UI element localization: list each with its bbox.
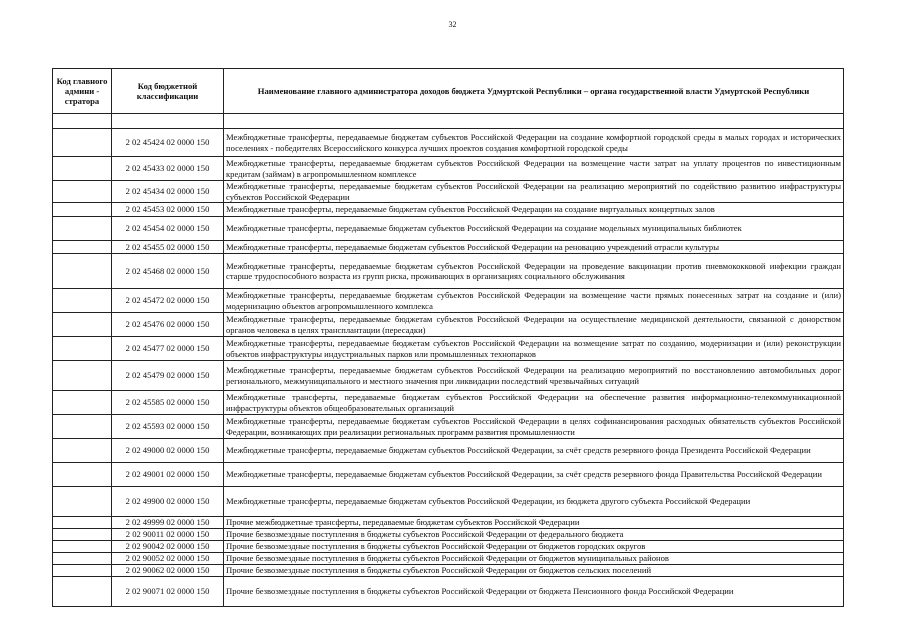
page-number: 32 [448,20,457,29]
description-cell: Прочие безвозмездные поступления в бюджеты субъектов Российской Федерации от бюджетов муниципальных районов [224,553,844,565]
header-name: Наименование главного администратора доходов бюджета Удмуртской Республики – органа государственной власти Удмуртской Республики [224,69,844,114]
budget-code-cell [112,114,224,129]
table-row [53,577,844,607]
budget-code-cell: 2 02 90042 02 0000 150 [112,541,224,553]
description-cell: Межбюджетные трансферты, передаваемые бюджетам субъектов Российской Федерации на осуществление медицинской деятельности, связанной с донорством органов человека в целях трансплантации (пересадки) [224,313,844,337]
description-cell: Межбюджетные трансферты, передаваемые бюджетам субъектов Российской Федерации на создание модельных муниципальных библиотек [224,217,844,241]
table-row [53,289,844,313]
description-cell: Прочие безвозмездные поступления в бюджеты субъектов Российской Федерации от бюджетов городских округов [224,541,844,553]
description-cell: Межбюджетные трансферты, передаваемые бюджетам субъектов Российской Федерации на создание виртуальных концертных залов [224,203,844,217]
budget-code-cell: 2 02 45433 02 0000 150 [112,157,224,181]
description-cell: Межбюджетные трансферты, передаваемые бюджетам субъектов Российской Федерации в целях софинансирования расходных обязательств субъектов Российской Федерации, возникающих при реализации региональных программ развития промышленности [224,415,844,439]
budget-code-cell: 2 02 45434 02 0000 150 [112,181,224,203]
table-row [53,415,844,439]
budget-code-cell: 2 02 49000 02 0000 150 [112,439,224,463]
budget-code-cell: 2 02 49900 02 0000 150 [112,487,224,517]
table-row [53,529,844,541]
admin-code-cell [53,529,112,541]
table-row [53,337,844,361]
admin-code-cell [53,439,112,463]
admin-code-cell [53,361,112,391]
table-row [53,439,844,463]
table-row [53,241,844,254]
description-cell: Прочие межбюджетные трансферты, передаваемые бюджетам субъектов Российской Федерации [224,517,844,529]
admin-code-cell [53,553,112,565]
description-cell: Межбюджетные трансферты, передаваемые бюджетам субъектов Российской Федерации на реализацию мероприятий по восстановлению автомобильных дорог регионального, межмуниципального и местного значения при ликвидации последствий чрезвычайных ситуаций [224,361,844,391]
description-cell: Межбюджетные трансферты, передаваемые бюджетам субъектов Российской Федерации на возмещение части прямых понесенных затрат на создание и (или) модернизацию объектов агропромышленного комплекса [224,289,844,313]
budget-code-cell: 2 02 45472 02 0000 150 [112,289,224,313]
budget-code-cell: 2 02 90071 02 0000 150 [112,577,224,607]
header-budget-code: Код бюджетной классификации [112,69,224,114]
table-row [53,541,844,553]
admin-code-cell [53,254,112,289]
budget-code-cell: 2 02 49999 02 0000 150 [112,517,224,529]
description-cell [224,114,844,129]
budget-code-cell: 2 02 49001 02 0000 150 [112,463,224,487]
admin-code-cell [53,217,112,241]
table-row [53,313,844,337]
admin-code-cell [53,463,112,487]
admin-code-cell [53,391,112,415]
description-cell: Межбюджетные трансферты, передаваемые бюджетам субъектов Российской Федерации на реновацию учреждений отрасли культуры [224,241,844,254]
admin-code-cell [53,415,112,439]
table-row [53,254,844,289]
table-row [53,517,844,529]
table-row [53,487,844,517]
admin-code-cell [53,129,112,157]
description-cell: Межбюджетные трансферты, передаваемые бюджетам субъектов Российской Федерации на создание комфортной городской среды в малых городах и исторических поселениях - победителях Всероссийского конкурса лучших проектов создания комфортной городской среды [224,129,844,157]
description-cell: Межбюджетные трансферты, передаваемые бюджетам субъектов Российской Федерации, за счёт средств резервного фонда Правительства Российской Федерации [224,463,844,487]
description-cell: Межбюджетные трансферты, передаваемые бюджетам субъектов Российской Федерации на реализацию мероприятий по содействию развитию инфраструктуры субъектов Российской Федерации [224,181,844,203]
admin-code-cell [53,517,112,529]
budget-code-cell: 2 02 45585 02 0000 150 [112,391,224,415]
table-body [53,114,844,607]
table-row [53,565,844,577]
description-cell: Межбюджетные трансферты, передаваемые бюджетам субъектов Российской Федерации на возмещение части затрат на уплату процентов по инвестиционным кредитам (займам) в агропромышленном комплексе [224,157,844,181]
budget-code-cell: 2 02 45455 02 0000 150 [112,241,224,254]
revenue-codes-table [52,68,844,607]
table-row [53,217,844,241]
admin-code-cell [53,203,112,217]
header-admin-code: Код главного админи - стратора [53,69,112,114]
table-row [53,361,844,391]
description-cell: Прочие безвозмездные поступления в бюджеты субъектов Российской Федерации от федерального бюджета [224,529,844,541]
table-row [53,114,844,129]
budget-code-cell: 2 02 90062 02 0000 150 [112,565,224,577]
table-row [53,157,844,181]
table-row [53,203,844,217]
admin-code-cell [53,313,112,337]
admin-code-cell [53,577,112,607]
admin-code-cell [53,114,112,129]
budget-code-cell: 2 02 45468 02 0000 150 [112,254,224,289]
table-row [53,129,844,157]
description-cell: Межбюджетные трансферты, передаваемые бюджетам субъектов Российской Федерации, за счёт средств резервного фонда Президента Российской Федерации [224,439,844,463]
budget-code-cell: 2 02 90011 02 0000 150 [112,529,224,541]
admin-code-cell [53,541,112,553]
admin-code-cell [53,487,112,517]
table-row [53,463,844,487]
budget-code-cell: 2 02 45593 02 0000 150 [112,415,224,439]
description-cell: Межбюджетные трансферты, передаваемые бюджетам субъектов Российской Федерации на проведение вакцинации против пневмококковой инфекции граждан старше трудоспособного возраста из групп риска, проживающих в организациях социального обслуживания [224,254,844,289]
table-row [53,391,844,415]
budget-code-cell: 2 02 45454 02 0000 150 [112,217,224,241]
budget-code-cell: 2 02 45477 02 0000 150 [112,337,224,361]
budget-code-cell: 2 02 45476 02 0000 150 [112,313,224,337]
description-cell: Межбюджетные трансферты, передаваемые бюджетам субъектов Российской Федерации на обеспечение развития информационно-телекоммуникационной инфраструктуры объектов общеобразовательных организаций [224,391,844,415]
table-header-row [53,69,844,114]
description-cell: Межбюджетные трансферты, передаваемые бюджетам субъектов Российской Федерации на возмещение затрат по созданию, модернизации и (или) реконструкции объектов инфраструктуры индустриальных парков или промышленных технопарков [224,337,844,361]
table-row [53,553,844,565]
budget-code-cell: 2 02 45453 02 0000 150 [112,203,224,217]
description-cell: Межбюджетные трансферты, передаваемые бюджетам субъектов Российской Федерации, из бюджета другого субъекта Российской Федерации [224,487,844,517]
admin-code-cell [53,337,112,361]
admin-code-cell [53,565,112,577]
budget-code-cell: 2 02 45479 02 0000 150 [112,361,224,391]
admin-code-cell [53,241,112,254]
description-cell: Прочие безвозмездные поступления в бюджеты субъектов Российской Федерации от бюджета Пенсионного фонда Российской Федерации [224,577,844,607]
budget-code-cell: 2 02 90052 02 0000 150 [112,553,224,565]
table-row [53,181,844,203]
description-cell: Прочие безвозмездные поступления в бюджеты субъектов Российской Федерации от бюджетов сельских поселений [224,565,844,577]
budget-code-cell: 2 02 45424 02 0000 150 [112,129,224,157]
admin-code-cell [53,157,112,181]
admin-code-cell [53,181,112,203]
admin-code-cell [53,289,112,313]
